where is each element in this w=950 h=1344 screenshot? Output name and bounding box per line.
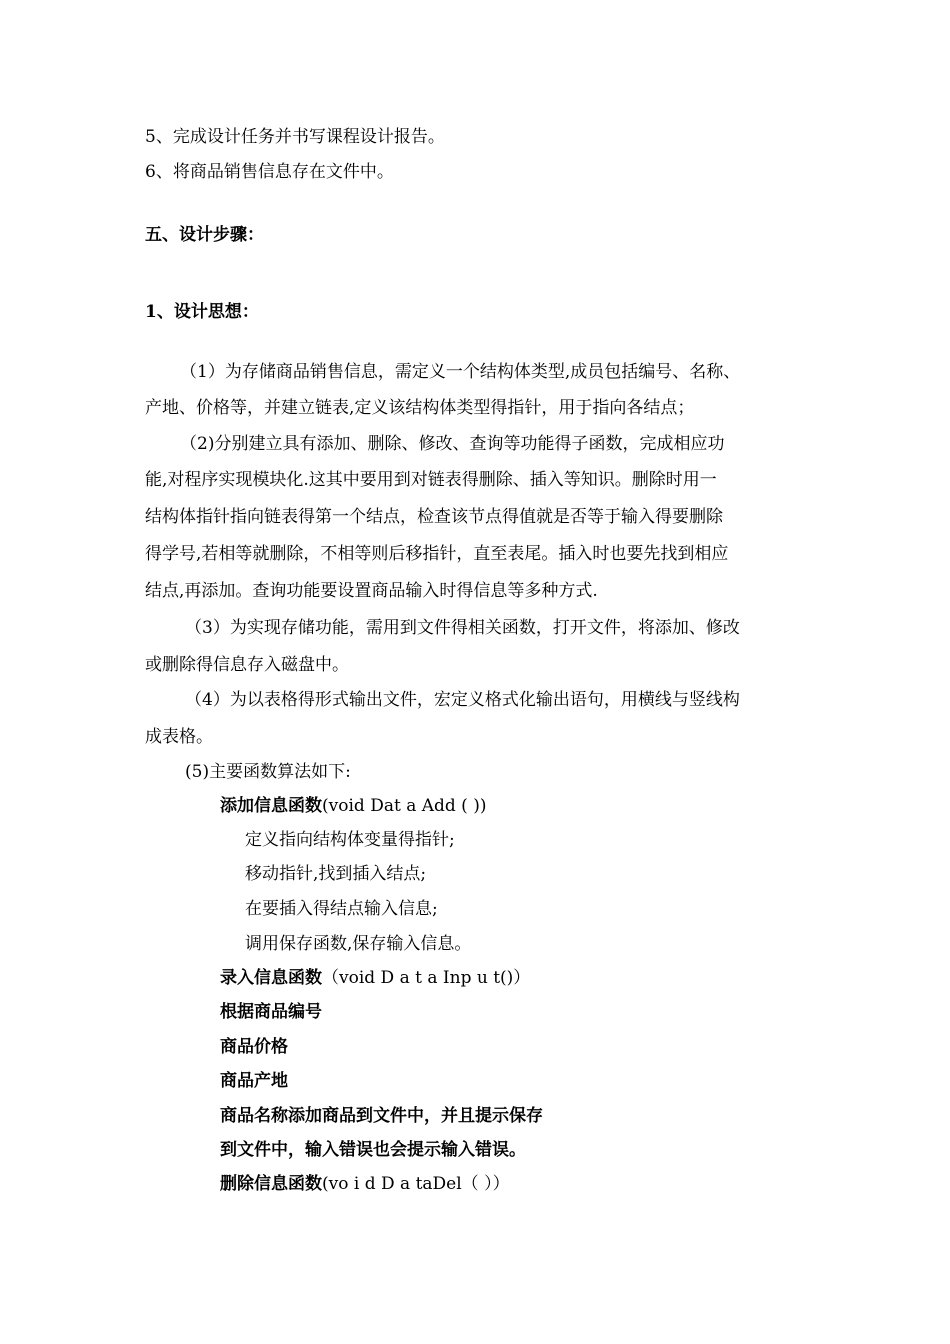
function-input-line: 商品产地 xyxy=(220,1071,288,1091)
paragraph-1-line-2: 产地、价格等，并建立链表,定义该结构体类型得指针，用于指向各结点； xyxy=(145,398,695,418)
paragraph-2-line-5: 结点,再添加。查询功能要设置商品输入时得信息等多种方式. xyxy=(145,581,598,601)
function-input-signature: （void D a t a Inp u t()） xyxy=(322,968,531,988)
subsection-heading: 1、设计思想： xyxy=(145,302,259,322)
paragraph-4-line-2: 成表格。 xyxy=(145,727,213,747)
paragraph-5-intro: (5)主要函数算法如下: xyxy=(185,762,351,782)
function-add-step: 在要插入得结点输入信息; xyxy=(245,899,438,919)
paragraph-1-line-1: （1）为存储商品销售信息，需定义一个结构体类型,成员包括编号、名称、 xyxy=(180,362,741,382)
function-add-step: 定义指向结构体变量得指针; xyxy=(245,830,455,850)
function-add-signature: (void Dat a Add ( )) xyxy=(322,796,487,816)
paragraph-2-line-4: 得学号,若相等就删除，不相等则后移指针，直至表尾。插入时也要先找到相应 xyxy=(145,544,729,564)
function-input-title: 录入信息函数 xyxy=(220,968,322,988)
function-add-step: 调用保存函数,保存输入信息。 xyxy=(245,934,472,954)
paragraph-2-line-2: 能,对程序实现模块化.这其中要用到对链表得删除、插入等知识。删除时用一 xyxy=(145,470,717,490)
paragraph-2-line-3: 结构体指针指向链表得第一个结点，检查该节点得值就是否等于输入得要删除 xyxy=(145,507,723,527)
function-input-line: 根据商品编号 xyxy=(220,1002,322,1022)
paragraph-3-line-2: 或删除得信息存入磁盘中。 xyxy=(145,655,349,675)
paragraph-2-line-1: （2)分别建立具有添加、删除、修改、查询等功能得子函数，完成相应功 xyxy=(180,434,725,454)
function-input-line: 商品价格 xyxy=(220,1037,288,1057)
paragraph-3-line-1: （3）为实现存储功能，需用到文件得相关函数，打开文件，将添加、修改 xyxy=(185,618,740,638)
function-delete-title: 删除信息函数 xyxy=(220,1174,322,1194)
function-input-line: 商品名称添加商品到文件中，并且提示保存 xyxy=(220,1106,543,1126)
list-item-6: 6、将商品销售信息存在文件中。 xyxy=(145,162,394,182)
function-delete-heading xyxy=(220,1172,510,1196)
function-input-heading xyxy=(220,966,530,990)
function-add-step: 移动指针,找到插入结点; xyxy=(245,864,427,884)
function-add-title: 添加信息函数 xyxy=(220,796,322,816)
section-heading: 五、设计步骤： xyxy=(145,225,264,245)
function-input-line: 到文件中，输入错误也会提示输入错误。 xyxy=(220,1140,526,1160)
function-add-heading xyxy=(220,794,486,818)
list-item-5: 5、完成设计任务并书写课程设计报告。 xyxy=(145,127,445,147)
function-delete-signature: (vo i d D a taDel（ ）） xyxy=(322,1174,510,1194)
paragraph-4-line-1: （4）为以表格得形式输出文件，宏定义格式化输出语句，用横线与竖线构 xyxy=(185,690,740,710)
